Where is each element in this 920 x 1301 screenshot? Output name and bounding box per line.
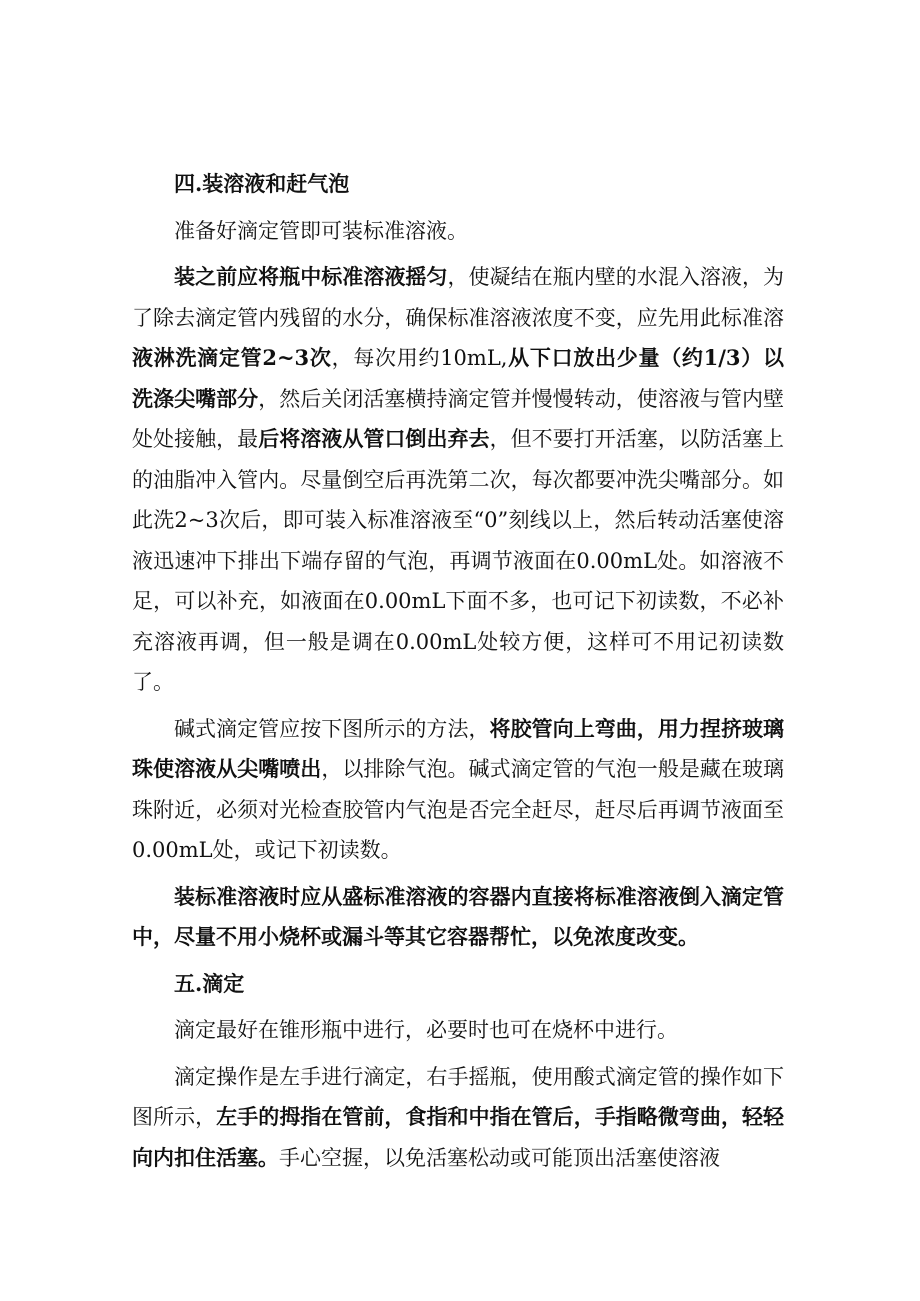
- section-4-title: 四.装溶液和赶气泡: [174, 171, 350, 196]
- paragraph-titration-operation: [132, 1057, 784, 1179]
- bold-text: 液淋洗滴定管: [132, 345, 263, 370]
- text: ，以排除气泡。碱式滴定管的气泡一般是藏在玻璃珠附近，必须对光检查胶管内气泡是否完全赶尽，赶尽后再调节液面至0.00mL处，或记下初读数。: [132, 757, 785, 862]
- text: ，但不要打开活塞，以防活塞上的油脂冲入管内。尽量倒空后再洗第二次，每次都要冲洗尖嘴部分。如此洗2~3次后，即可装入标准溶液至“0”刻线以上，然后转动活塞使溶液迅速冲下排出下端存留的气泡，再调节液面在0.00mL处。如溶液不足，可以补充，如液面在0.00mL下面不多，也可记下初读数，不必补充溶液再调，但一般是调在0.00mL处较方便，这样可不用记初读数了。: [132, 427, 785, 694]
- bold-text: 从下口放出少量（约1/3）以洗涤尖嘴部分: [132, 345, 784, 411]
- document-body: [132, 164, 784, 1178]
- text: ，然后关闭活塞横持滴定管并慢慢转动，使溶液与管内壁处处接触，最: [132, 386, 785, 451]
- text: 滴定操作是左手进行滴定，右手摇瓶，使用酸式滴定管的操作如下图所示，: [132, 1064, 784, 1129]
- bold-text: 装标准溶液时应从盛标准溶液的容器内直接将标准溶液倒入滴定管中，尽量不用小烧杯或漏斗等其它容器帮忙，以免浓度改变。: [132, 883, 784, 949]
- section-5-title: 五.滴定: [174, 970, 245, 996]
- bold-text: 将胶管向上弯曲，用力捏挤玻璃珠使溶液从尖嘴喷出: [132, 715, 785, 781]
- paragraph-titration-vessel: 滴定最好在锥形瓶中进行，必要时也可在烧杯中进行。: [174, 1018, 678, 1042]
- bold-text: 2~3次: [262, 345, 332, 370]
- text: ，使凝结在瓶内壁的水混入溶液，为了除去滴定管内残留的水分，确保标准溶液浓度不变，应先用此标准溶: [132, 265, 785, 330]
- bold-text: 后将溶液从管口倒出弃去: [258, 426, 490, 451]
- paragraph-base-burette-bubbles: [132, 709, 784, 871]
- bold-text: 装之前应将瓶中标准溶液摇匀: [174, 264, 448, 289]
- text: ，每次用约10mL,: [331, 346, 508, 370]
- text: 手心空握，以免活塞松动或可能顶出活塞使溶液: [279, 1145, 720, 1170]
- text: 碱式滴定管应按下图所示的方法，: [174, 716, 490, 741]
- bold-text: 左手的拇指在管前，食指和中指在管后，手指略微弯曲，轻轻向内扣住活塞。: [132, 1104, 785, 1170]
- paragraph-prepare-burette: 准备好滴定管即可装标准溶液。: [174, 218, 468, 243]
- paragraph-rinse-burette: [132, 257, 784, 703]
- paragraph-fill-directly: [132, 877, 784, 958]
